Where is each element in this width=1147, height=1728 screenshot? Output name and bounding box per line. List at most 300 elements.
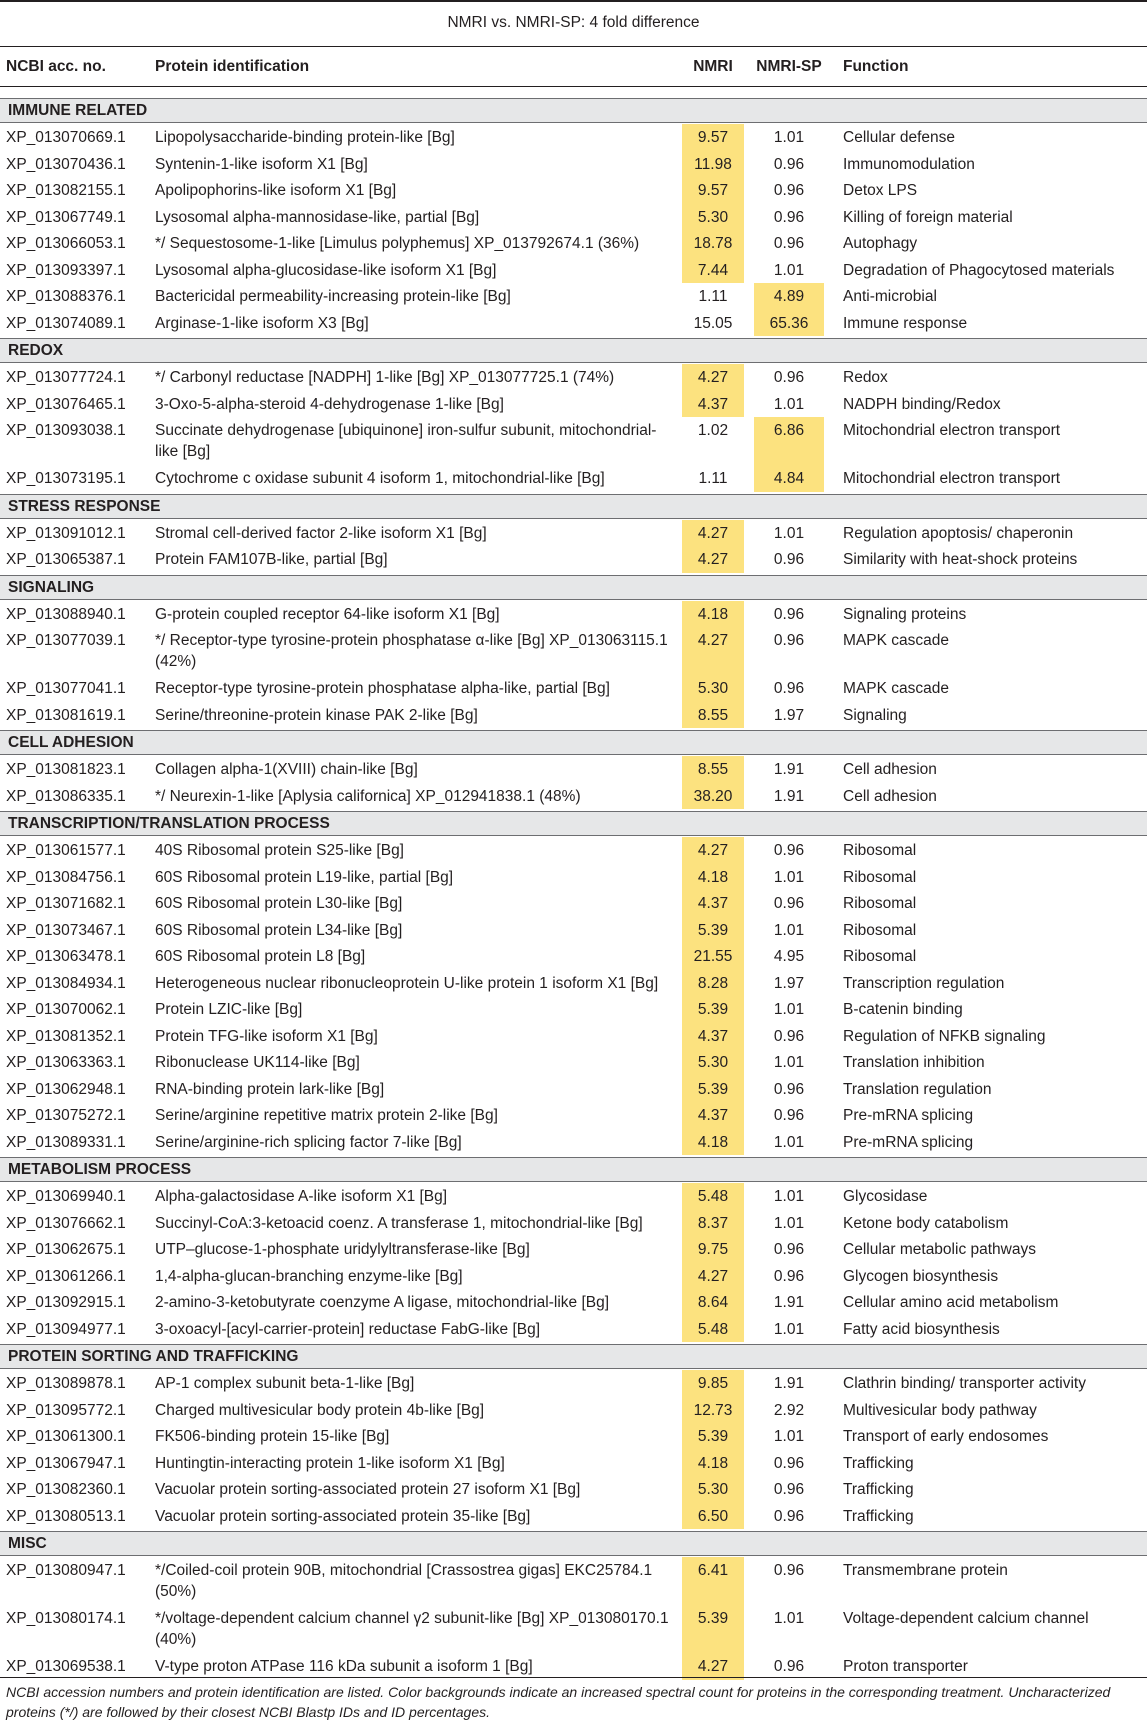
nmri-sp-cell-value: 0.96 (773, 1481, 805, 1498)
nmri-cell (682, 1210, 744, 1237)
function-cell: B-catenin binding (843, 1001, 963, 1018)
nmri-cell-value: 6.41 (697, 1562, 729, 1579)
accession-cell: XP_013063478.1 (6, 948, 126, 965)
section-label: STRESS RESPONSE (8, 497, 161, 515)
accession-cell: XP_013091012.1 (6, 524, 126, 542)
nmri-sp-cell-value: 1.97 (773, 706, 805, 724)
function-cell: Similarity with heat-shock proteins (843, 551, 1078, 568)
function-cell: Transmembrane protein (843, 1562, 1008, 1579)
accession-cell: XP_013069940.1 (6, 1188, 126, 1205)
table-row (0, 1183, 1147, 1210)
table-row (0, 124, 1147, 151)
function-cell: Ribosomal (843, 868, 917, 886)
function-cell: Multivesicular body pathway (843, 1401, 1037, 1419)
section-label: CELL ADHESION (8, 734, 134, 751)
protein-cell: Cytochrome c oxidase subunit 4 isoform 1, mitochondrial-like [Bg] (155, 470, 605, 487)
function-cell: Cellular amino acid metabolism (843, 1294, 1059, 1311)
nmri-cell-value: 5.30 (697, 1481, 729, 1498)
table-row (0, 1423, 1147, 1450)
accession-cell: XP_013084934.1 (6, 974, 126, 992)
protein-cell: Ribonuclease UK114-like [Bg] (155, 1054, 360, 1071)
nmri-cell (682, 1450, 744, 1477)
nmri-sp-cell-value: 0.96 (773, 1658, 805, 1675)
function-cell: Translation inhibition (843, 1054, 985, 1071)
nmri-cell (682, 310, 744, 337)
protein-cell: Charged multivesicular body protein 4b-like [Bg] (155, 1401, 485, 1419)
accession-cell: XP_013066053.1 (6, 235, 126, 252)
protein-cell: Lysosomal alpha-mannosidase-like, partial [Bg] (155, 208, 480, 226)
section-label: REDOX (8, 342, 64, 359)
function-cell: Cell adhesion (843, 761, 937, 778)
nmri-cell (682, 783, 744, 810)
section-label: TRANSCRIPTION/TRANSLATION PROCESS (8, 815, 330, 832)
protein-cell: Protein FAM107B-like, partial [Bg] (155, 551, 388, 568)
nmri-sp-cell (754, 1102, 824, 1129)
nmri-sp-cell-value: 1.01 (773, 1188, 805, 1205)
accession-cell: XP_013092915.1 (6, 1294, 126, 1311)
nmri-sp-cell (754, 943, 824, 970)
nmri-sp-cell-value: 0.96 (773, 1080, 805, 1098)
function-cell: Ribosomal (843, 842, 917, 859)
accession-cell: XP_013061266.1 (6, 1267, 126, 1285)
accession-cell: XP_013070436.1 (6, 155, 126, 173)
function-cell: Trafficking (843, 1454, 914, 1472)
function-cell: Proton transporter (843, 1658, 968, 1675)
accession-cell: XP_013082360.1 (6, 1481, 126, 1498)
nmri-sp-cell (754, 1076, 824, 1103)
function-cell: Mitochondrial electron transport (843, 470, 1061, 487)
function-cell: Pre-mRNA splicing (843, 1133, 974, 1151)
nmri-cell (682, 1423, 744, 1450)
table-row (0, 1049, 1147, 1076)
table-row (0, 520, 1147, 547)
table-row (0, 890, 1147, 917)
table-row (0, 702, 1147, 729)
protein-cell: Protein TFG-like isoform X1 [Bg] (155, 1027, 378, 1045)
nmri-sp-cell (754, 1397, 824, 1424)
table-row (0, 1316, 1147, 1343)
function-cell: Trafficking (843, 1481, 914, 1498)
nmri-sp-cell (754, 151, 824, 178)
nmri-sp-cell-value: 1.97 (773, 974, 805, 992)
nmri-sp-cell (754, 1557, 824, 1605)
nmri-cell (682, 627, 744, 675)
nmri-cell (682, 1476, 744, 1503)
table-row (0, 417, 1147, 465)
table-row (0, 675, 1147, 702)
nmri-cell (682, 702, 744, 729)
nmri-sp-cell-value: 6.86 (773, 422, 805, 439)
nmri-sp-cell (754, 837, 824, 864)
nmri-sp-cell (754, 1289, 824, 1316)
nmri-cell (682, 864, 744, 891)
accession-cell: XP_013093038.1 (6, 422, 126, 439)
protein-cell: Serine/arginine repetitive matrix protein 2-like [Bg] (155, 1107, 498, 1124)
nmri-sp-cell (754, 890, 824, 917)
protein-cell: 40S Ribosomal protein S25-like [Bg] (155, 842, 404, 859)
nmri-sp-cell-value: 1.01 (773, 1054, 805, 1071)
function-cell: Fatty acid biosynthesis (843, 1320, 1000, 1338)
nmri-cell-value: 4.37 (697, 1027, 729, 1045)
function-cell: Transcription regulation (843, 974, 1005, 992)
nmri-sp-cell (754, 520, 824, 547)
nmri-sp-cell (754, 364, 824, 391)
nmri-cell-value: 8.55 (697, 706, 729, 724)
nmri-sp-cell-value: 1.01 (773, 395, 805, 413)
nmri-cell-value: 12.73 (693, 1401, 733, 1419)
nmri-cell-value: 1.11 (698, 288, 728, 305)
table-row (0, 465, 1147, 492)
protein-cell: Serine/arginine-rich splicing factor 7-like [Bg] (155, 1133, 462, 1151)
protein-cell: Lysosomal alpha-glucosidase-like isoform X1 [Bg] (155, 261, 497, 279)
nmri-cell (682, 391, 744, 418)
nmri-cell-value: 1.11 (698, 470, 728, 487)
protein-cell: Receptor-type tyrosine-protein phosphatase alpha-like, partial [Bg] (155, 680, 610, 697)
nmri-cell-value: 4.27 (697, 369, 729, 386)
nmri-sp-cell-value: 0.96 (773, 1267, 805, 1285)
nmri-sp-cell (754, 1263, 824, 1290)
nmri-cell-value: 1.02 (697, 422, 729, 439)
table-row (0, 943, 1147, 970)
nmri-sp-cell-value: 1.01 (773, 1214, 805, 1232)
nmri-sp-cell-value: 4.89 (773, 288, 805, 305)
table-row (0, 601, 1147, 628)
table-row (0, 1397, 1147, 1424)
table-row (0, 1370, 1147, 1397)
nmri-cell (682, 1129, 744, 1156)
nmri-cell-value: 9.57 (697, 129, 729, 146)
nmri-sp-cell-value: 1.01 (773, 129, 805, 146)
accession-cell: XP_013067749.1 (6, 208, 126, 226)
accession-cell: XP_013073195.1 (6, 470, 126, 487)
nmri-cell (682, 1183, 744, 1210)
nmri-cell-value: 8.37 (697, 1214, 729, 1232)
bottom-rule (0, 1677, 1147, 1678)
nmri-cell (682, 1316, 744, 1343)
nmri-cell (682, 1289, 744, 1316)
nmri-cell (682, 1557, 744, 1605)
nmri-sp-cell-value: 1.01 (773, 1610, 805, 1627)
function-cell: Glycosidase (843, 1188, 928, 1205)
nmri-sp-cell-value: 0.96 (773, 182, 805, 199)
nmri-cell-value: 38.20 (693, 787, 733, 805)
accession-cell: XP_013081619.1 (6, 706, 126, 724)
nmri-cell-value: 21.55 (693, 948, 733, 965)
nmri-cell-value: 4.37 (697, 395, 729, 413)
accession-cell: XP_013088940.1 (6, 605, 126, 623)
nmri-cell (682, 917, 744, 944)
section-header (0, 730, 1147, 755)
table-row (0, 996, 1147, 1023)
section-header (0, 811, 1147, 836)
nmri-cell (682, 1397, 744, 1424)
nmri-sp-cell-value: 0.96 (773, 1562, 805, 1579)
nmri-sp-cell (754, 417, 824, 465)
nmri-cell (682, 1023, 744, 1050)
title-rule (0, 46, 1147, 47)
nmri-sp-cell-value: 1.91 (773, 787, 805, 805)
accession-cell: XP_013093397.1 (6, 261, 126, 279)
function-cell: Cellular metabolic pathways (843, 1241, 1036, 1258)
nmri-cell-value: 5.48 (697, 1188, 729, 1205)
protein-cell: Vacuolar protein sorting-associated protein 27 isoform X1 [Bg] (155, 1481, 581, 1498)
table-row (0, 257, 1147, 284)
protein-cell: Syntenin-1-like isoform X1 [Bg] (155, 155, 368, 173)
nmri-cell-value: 5.39 (697, 1001, 729, 1018)
function-cell: MAPK cascade (843, 680, 949, 697)
accession-cell: XP_013063363.1 (6, 1054, 126, 1071)
protein-cell: 60S Ribosomal protein L19-like, partial [Bg] (155, 868, 454, 886)
nmri-cell (682, 151, 744, 178)
section-label: MISC (8, 1535, 47, 1552)
nmri-sp-cell (754, 1423, 824, 1450)
accession-cell: XP_013067947.1 (6, 1454, 126, 1472)
nmri-cell-value: 5.30 (697, 208, 729, 226)
section-label: METABOLISM PROCESS (8, 1161, 192, 1178)
nmri-sp-cell (754, 465, 824, 492)
nmri-cell (682, 546, 744, 573)
nmri-sp-cell-value: 4.84 (773, 470, 805, 487)
section-label: IMMUNE RELATED (8, 102, 148, 119)
nmri-sp-cell-value: 1.01 (773, 868, 805, 886)
nmri-sp-cell-value: 1.01 (773, 261, 805, 279)
table-row (0, 1476, 1147, 1503)
accession-cell: XP_013084756.1 (6, 868, 126, 886)
nmri-sp-cell (754, 917, 824, 944)
nmri-sp-cell (754, 996, 824, 1023)
nmri-sp-cell (754, 702, 824, 729)
protein-cell: Lipopolysaccharide-binding protein-like [Bg] (155, 129, 455, 146)
accession-cell: XP_013073467.1 (6, 921, 126, 939)
function-cell: Anti-microbial (843, 288, 937, 305)
function-cell: MAPK cascade (843, 632, 949, 649)
protein-cell: 60S Ribosomal protein L8 [Bg] (155, 948, 366, 965)
nmri-cell-value: 4.27 (697, 1267, 729, 1285)
accession-cell: XP_013077041.1 (6, 680, 126, 697)
accession-cell: XP_013081352.1 (6, 1027, 126, 1045)
function-cell: Detox LPS (843, 182, 918, 199)
nmri-sp-cell-value: 0.96 (773, 208, 805, 226)
protein-cell: */ Carbonyl reductase [NADPH] 1-like [Bg] XP_013077725.1 (74%) (155, 369, 615, 386)
protein-cell: Protein LZIC-like [Bg] (155, 1001, 303, 1018)
protein-cell: 1,4-alpha-glucan-branching enzyme-like [Bg] (155, 1267, 463, 1285)
table-row (0, 364, 1147, 391)
nmri-cell-value: 5.39 (697, 1080, 729, 1098)
nmri-cell-value: 9.57 (697, 182, 729, 199)
nmri-sp-cell-value: 0.96 (773, 895, 805, 912)
nmri-sp-cell-value: 1.01 (773, 921, 805, 939)
accession-cell: XP_013095772.1 (6, 1401, 126, 1419)
protein-cell: */ Neurexin-1-like [Aplysia californica] XP_012941838.1 (48%) (155, 787, 581, 805)
nmri-cell (682, 230, 744, 257)
nmri-sp-cell (754, 204, 824, 231)
nmri-sp-cell (754, 1129, 824, 1156)
nmri-cell-value: 9.75 (697, 1241, 729, 1258)
protein-cell: */ Receptor-type tyrosine-protein phosphatase α-like [Bg] XP_013063115.1 (42%) (155, 632, 668, 670)
table-row (0, 970, 1147, 997)
nmri-sp-cell (754, 124, 824, 151)
function-cell: Regulation apoptosis/ chaperonin (843, 524, 1074, 542)
nmri-sp-cell (754, 1370, 824, 1397)
nmri-cell (682, 1076, 744, 1103)
table-row (0, 1503, 1147, 1530)
table-row (0, 310, 1147, 337)
function-cell: Ribosomal (843, 921, 917, 939)
function-cell: Degradation of Phagocytosed materials (843, 261, 1115, 279)
function-cell: Trafficking (843, 1507, 914, 1525)
protein-cell: Succinyl-CoA:3-ketoacid coenz. A transferase 1, mitochondrial-like [Bg] (155, 1214, 643, 1232)
protein-cell: */Coiled-coil protein 90B, mitochondrial [Crassostrea gigas] EKC25784.1 (50%) (155, 1562, 653, 1600)
nmri-cell-value: 5.39 (697, 1428, 729, 1445)
nmri-sp-cell-value: 0.96 (773, 1027, 805, 1045)
nmri-cell (682, 756, 744, 783)
nmri-cell-value: 4.18 (697, 1133, 729, 1151)
nmri-cell-value: 18.78 (693, 235, 733, 252)
function-cell: Killing of foreign material (843, 208, 1013, 226)
nmri-sp-cell (754, 627, 824, 675)
nmri-sp-cell-value: 1.01 (773, 524, 805, 542)
nmri-sp-cell-value: 0.96 (773, 1507, 805, 1525)
accession-cell: XP_013089878.1 (6, 1375, 126, 1392)
nmri-sp-cell (754, 391, 824, 418)
nmri-cell (682, 364, 744, 391)
nmri-cell-value: 4.27 (697, 1658, 729, 1675)
protein-cell: 60S Ribosomal protein L30-like [Bg] (155, 895, 403, 912)
protein-cell: 2-amino-3-ketobutyrate coenzyme A ligase, mitochondrial-like [Bg] (155, 1294, 610, 1311)
nmri-sp-cell (754, 1316, 824, 1343)
section-header (0, 1531, 1147, 1556)
nmri-sp-cell-value: 0.96 (773, 1107, 805, 1124)
nmri-sp-cell (754, 1450, 824, 1477)
nmri-cell (682, 1236, 744, 1263)
table-row (0, 756, 1147, 783)
accession-cell: XP_013080513.1 (6, 1507, 126, 1525)
nmri-cell-value: 5.39 (697, 1610, 729, 1627)
accession-cell: XP_013076662.1 (6, 1214, 126, 1232)
accession-cell: XP_013080174.1 (6, 1610, 126, 1627)
accession-cell: XP_013088376.1 (6, 288, 126, 305)
function-cell: Cellular defense (843, 129, 956, 146)
function-cell: Autophagy (843, 235, 918, 252)
accession-cell: XP_013062675.1 (6, 1241, 126, 1258)
accession-cell: XP_013080947.1 (6, 1562, 126, 1579)
function-cell: Glycogen biosynthesis (843, 1267, 999, 1285)
function-cell: Signaling (843, 706, 907, 724)
table-row (0, 783, 1147, 810)
section-header (0, 494, 1147, 519)
nmri-sp-cell-value: 0.96 (773, 369, 805, 386)
table-row (0, 230, 1147, 257)
nmri-sp-cell (754, 1476, 824, 1503)
nmri-cell-value: 8.55 (697, 761, 729, 778)
function-cell: Regulation of NFKB signaling (843, 1027, 1046, 1045)
nmri-cell (682, 890, 744, 917)
function-cell: NADPH binding/Redox (843, 395, 1001, 413)
nmri-cell (682, 943, 744, 970)
nmri-cell (682, 465, 744, 492)
nmri-cell (682, 996, 744, 1023)
nmri-cell-value: 4.27 (697, 551, 729, 568)
accession-cell: XP_013081823.1 (6, 761, 126, 778)
nmri-cell (682, 124, 744, 151)
nmri-sp-cell-value: 1.91 (773, 1294, 805, 1311)
table-row (0, 917, 1147, 944)
nmri-cell-value: 4.18 (697, 1454, 729, 1472)
nmri-cell-value: 4.37 (697, 1107, 729, 1124)
nmri-cell (682, 970, 744, 997)
function-cell: Translation regulation (843, 1080, 992, 1098)
nmri-sp-cell (754, 1183, 824, 1210)
nmri-sp-cell (754, 1236, 824, 1263)
section-header (0, 1157, 1147, 1182)
table-row (0, 1653, 1147, 1680)
protein-cell: Stromal cell-derived factor 2-like isoform X1 [Bg] (155, 524, 487, 542)
protein-cell: V-type proton ATPase 116 kDa subunit a isoform 1 [Bg] (155, 1658, 533, 1675)
function-cell: Redox (843, 369, 888, 386)
nmri-sp-cell (754, 864, 824, 891)
protein-cell: Collagen alpha-1(XVIII) chain-like [Bg] (155, 761, 418, 778)
table-row (0, 627, 1147, 675)
nmri-sp-cell-value: 0.96 (773, 155, 805, 173)
table-row (0, 283, 1147, 310)
table-row (0, 177, 1147, 204)
accession-cell: XP_013065387.1 (6, 551, 126, 568)
table-row (0, 1210, 1147, 1237)
nmri-cell (682, 177, 744, 204)
accession-cell: XP_013077724.1 (6, 369, 126, 386)
function-cell: Immune response (843, 314, 968, 332)
protein-cell: Alpha-galactosidase A-like isoform X1 [Bg] (155, 1188, 448, 1205)
nmri-sp-cell-value: 0.96 (773, 632, 805, 649)
protein-cell: G-protein coupled receptor 64-like isoform X1 [Bg] (155, 605, 500, 623)
protein-cell: 3-oxoacyl-[acyl-carrier-protein] reductase FabG-like [Bg] (155, 1320, 541, 1338)
protein-cell: Succinate dehydrogenase [ubiquinone] iron-sulfur subunit, mitochondrial-like [Bg] (155, 422, 657, 460)
nmri-cell-value: 4.27 (697, 632, 729, 649)
nmri-cell (682, 1605, 744, 1653)
section-header (0, 338, 1147, 363)
table-row (0, 1557, 1147, 1605)
nmri-cell-value: 4.18 (697, 605, 729, 623)
protein-cell: 60S Ribosomal protein L34-like [Bg] (155, 921, 403, 939)
header-acc: NCBI acc. no. (6, 58, 106, 75)
function-cell: Ribosomal (843, 948, 917, 965)
table-row (0, 391, 1147, 418)
nmri-cell (682, 1503, 744, 1530)
protein-cell: */ Sequestosome-1-like [Limulus polyphemus] XP_013792674.1 (36%) (155, 235, 640, 252)
nmri-sp-cell-value: 1.91 (773, 1375, 805, 1392)
nmri-sp-cell (754, 756, 824, 783)
function-cell: Ribosomal (843, 895, 917, 912)
protein-cell: RNA-binding protein lark-like [Bg] (155, 1080, 385, 1098)
nmri-sp-cell (754, 310, 824, 337)
function-cell: Transport of early endosomes (843, 1428, 1049, 1445)
protein-cell: Arginase-1-like isoform X3 [Bg] (155, 314, 369, 332)
nmri-cell-value: 5.30 (697, 1054, 729, 1071)
nmri-cell (682, 675, 744, 702)
nmri-sp-cell (754, 970, 824, 997)
nmri-sp-cell-value: 4.95 (773, 948, 805, 965)
protein-cell: Serine/threonine-protein kinase PAK 2-like [Bg] (155, 706, 478, 724)
nmri-sp-cell (754, 1653, 824, 1680)
nmri-cell-value: 9.85 (697, 1375, 729, 1392)
table-row (0, 1236, 1147, 1263)
header-nmri: NMRI (693, 58, 733, 75)
footnote: NCBI accession numbers and protein identification are listed. Color backgrounds indicate an increased spectral count for proteins in the corresponding treatment. Uncharacterized proteins (*/) are followed by their closest NCBI Blastp IDs and ID percentages. (6, 1684, 1111, 1720)
nmri-sp-cell (754, 283, 824, 310)
function-cell: Ketone body catabolism (843, 1214, 1009, 1232)
table-row (0, 864, 1147, 891)
nmri-cell-value: 5.48 (697, 1320, 729, 1338)
